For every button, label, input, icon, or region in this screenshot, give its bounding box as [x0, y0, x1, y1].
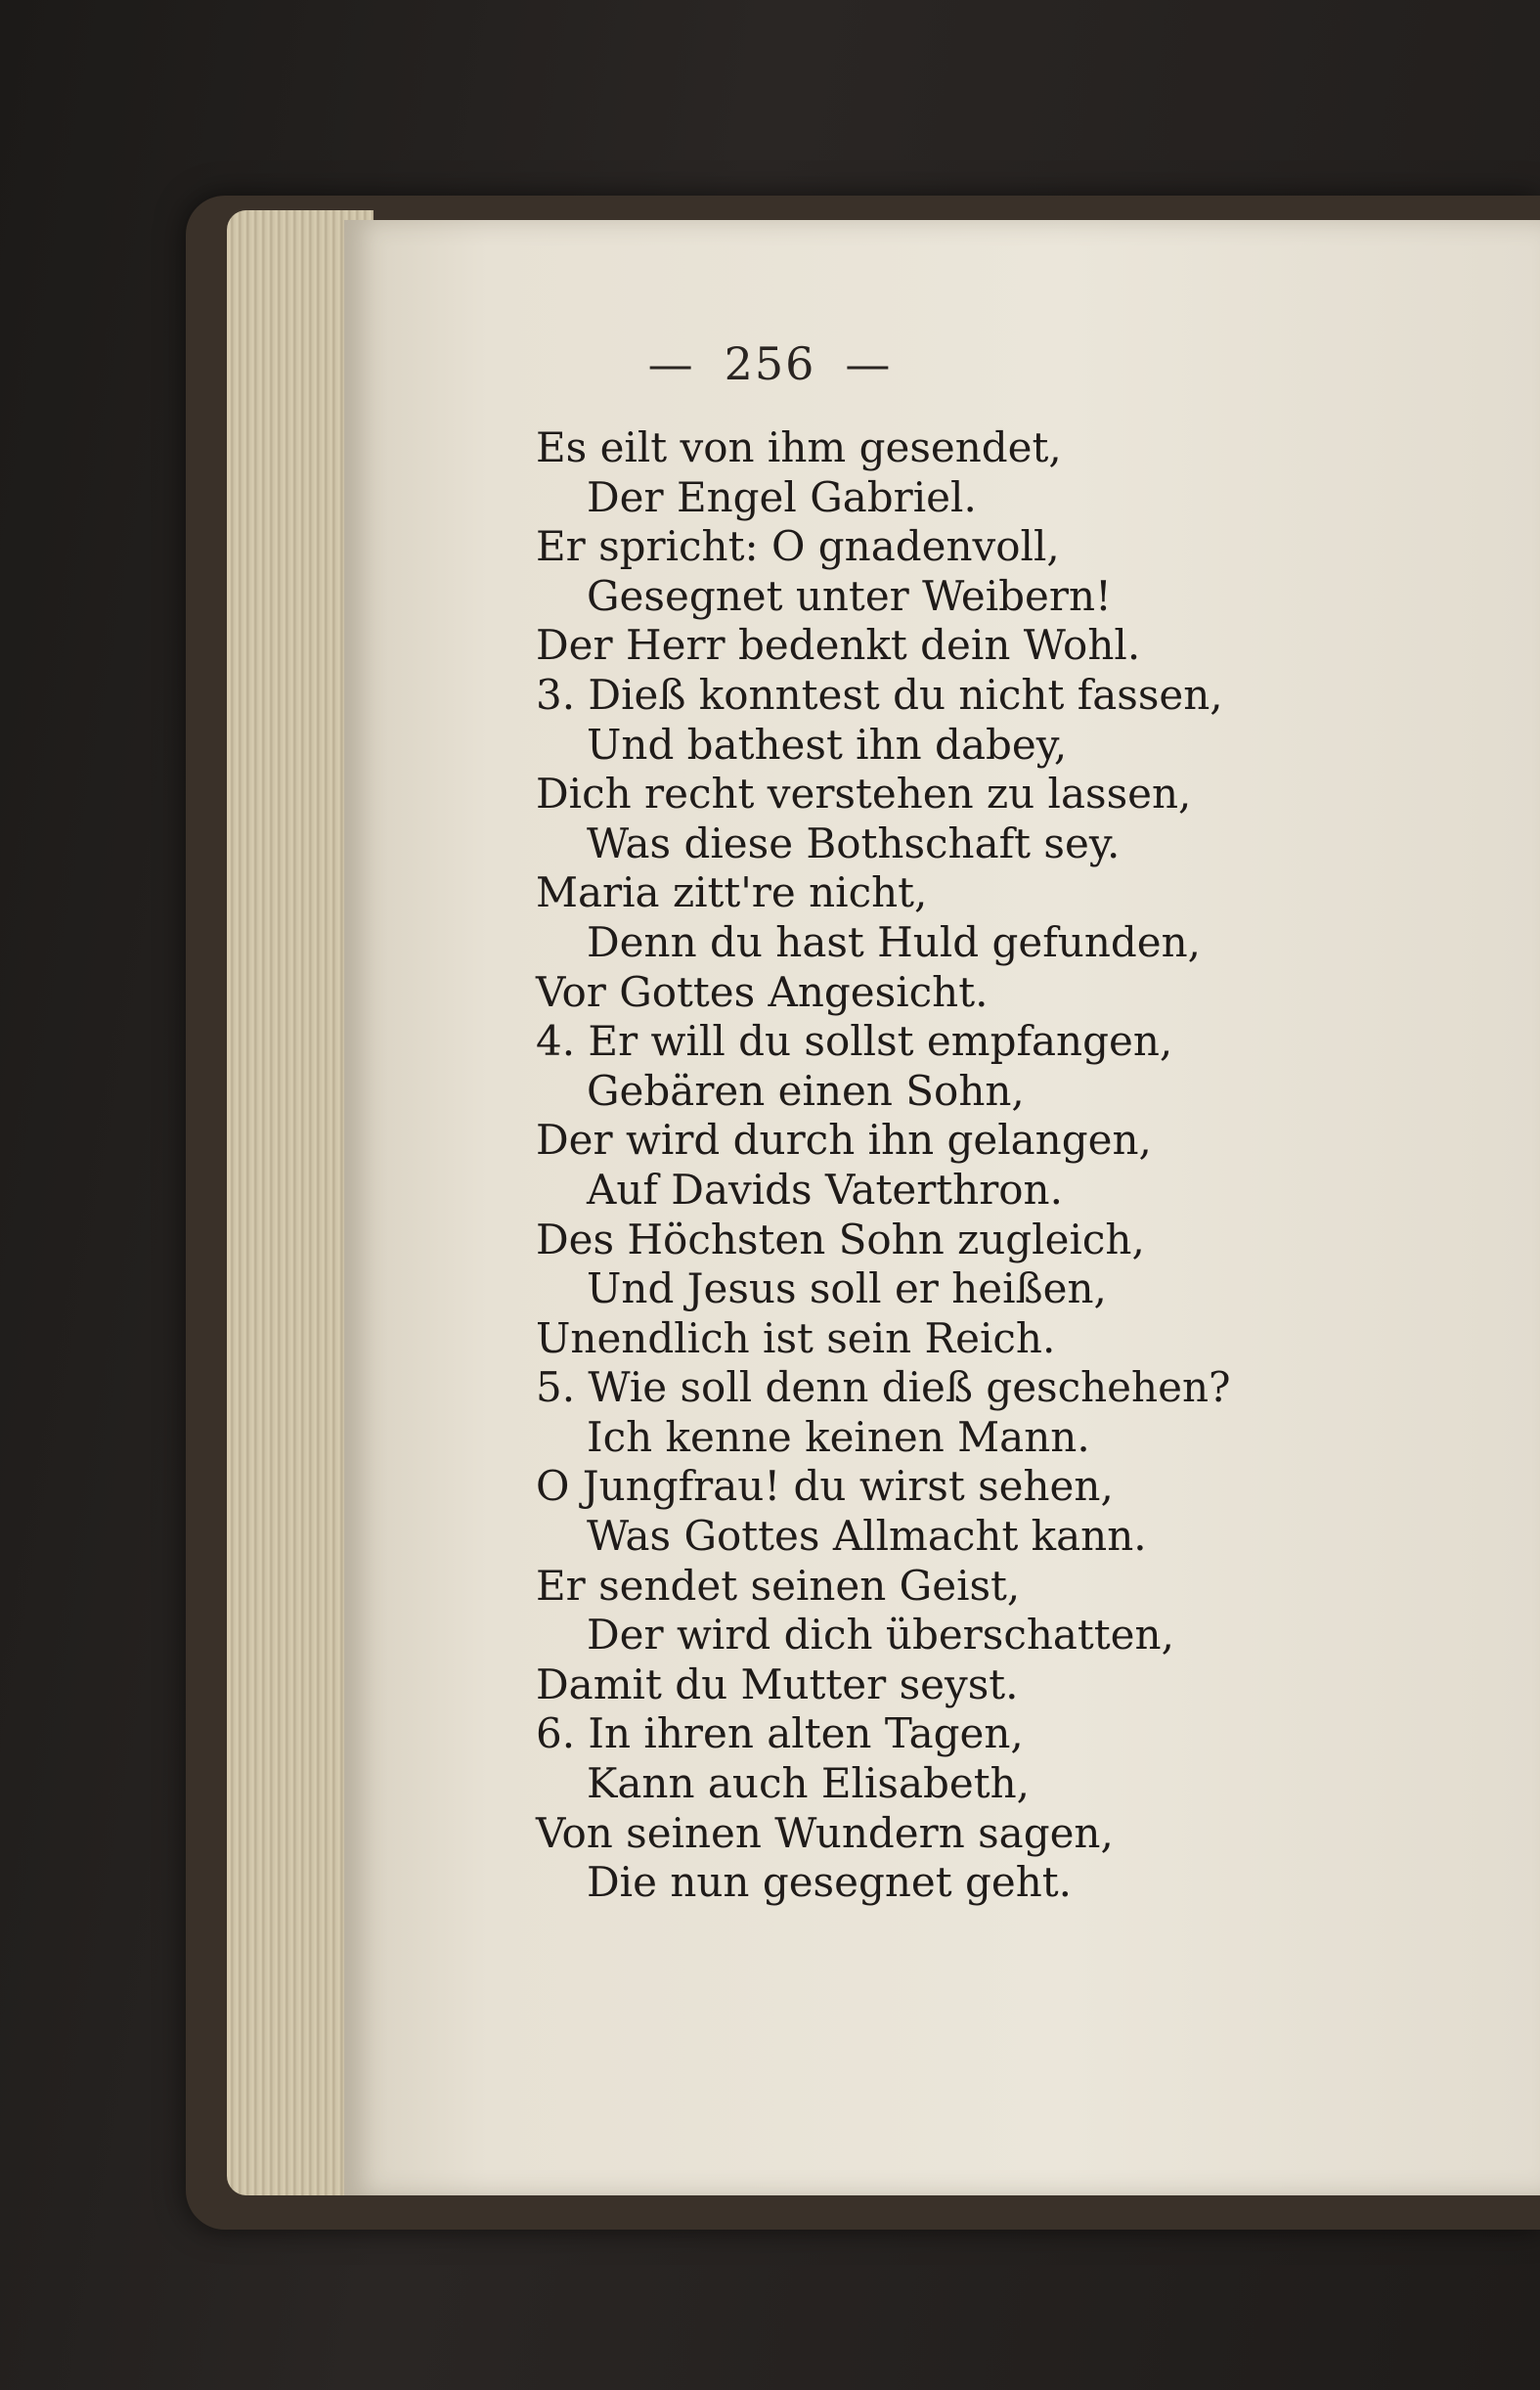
hymn-text	[536, 423, 1416, 1908]
hymn-line: Er spricht: O gnadenvoll,	[536, 522, 1060, 571]
page-number: 256	[724, 337, 816, 390]
hymn-line: 3. Dieß konntest du nicht fassen,	[536, 670, 1223, 719]
hymn-line: Er sendet seinen Geist,	[536, 1561, 1021, 1610]
hymn-line: Maria zitt're nicht,	[536, 868, 928, 917]
hymn-line: Was diese Bothschaft sey.	[587, 819, 1121, 867]
hymn-line: Des Höchsten Sohn zugleich,	[536, 1215, 1145, 1263]
hymn-line: Von seinen Wundern sagen,	[536, 1808, 1114, 1857]
hymn-line: 6. In ihren alten Tagen,	[536, 1709, 1024, 1758]
hymn-line: Auf Davids Vaterthron.	[587, 1165, 1063, 1214]
hymn-line: Unendlich ist sein Reich.	[536, 1313, 1056, 1362]
hymn-line: Vor Gottes Angesicht.	[536, 967, 989, 1016]
hymn-line: Der Engel Gabriel.	[587, 472, 977, 521]
hymn-line: Ich kenne keinen Mann.	[587, 1412, 1090, 1461]
hymn-line: Dich recht verstehen zu lassen,	[536, 770, 1192, 819]
dash-left: —	[647, 337, 695, 390]
hymn-line: Was Gottes Allmacht kann.	[587, 1512, 1147, 1561]
hymn-line: Es eilt von ihm gesendet,	[536, 423, 1062, 471]
hymn-line: Und Jesus soll er heißen,	[587, 1264, 1107, 1313]
hymn-line: Kann auch Elisabeth,	[587, 1759, 1031, 1808]
hymn-line: Gesegnet unter Weibern!	[587, 571, 1112, 620]
hymn-line: O Jungfrau! du wirst sehen,	[536, 1462, 1114, 1511]
page-number-header	[0, 337, 1540, 390]
dash-right: —	[845, 337, 893, 390]
hymn-line: Denn du hast Huld gefunden,	[587, 917, 1202, 966]
hymn-line: Und bathest ihn dabey,	[587, 720, 1068, 769]
hymn-line: 4. Er will du sollst empfangen,	[536, 1017, 1173, 1066]
hymn-line: Damit du Mutter seyst.	[536, 1660, 1019, 1708]
hymn-line: 5. Wie soll denn dieß geschehen?	[536, 1363, 1231, 1412]
hymn-line: Die nun gesegnet geht.	[587, 1858, 1073, 1907]
hymn-line: Der wird dich überschatten,	[587, 1611, 1174, 1660]
hymn-line: Der wird durch ihn gelangen,	[536, 1116, 1152, 1165]
hymn-line: Der Herr bedenkt dein Wohl.	[536, 621, 1141, 670]
hymn-line: Gebären einen Sohn,	[587, 1066, 1025, 1115]
